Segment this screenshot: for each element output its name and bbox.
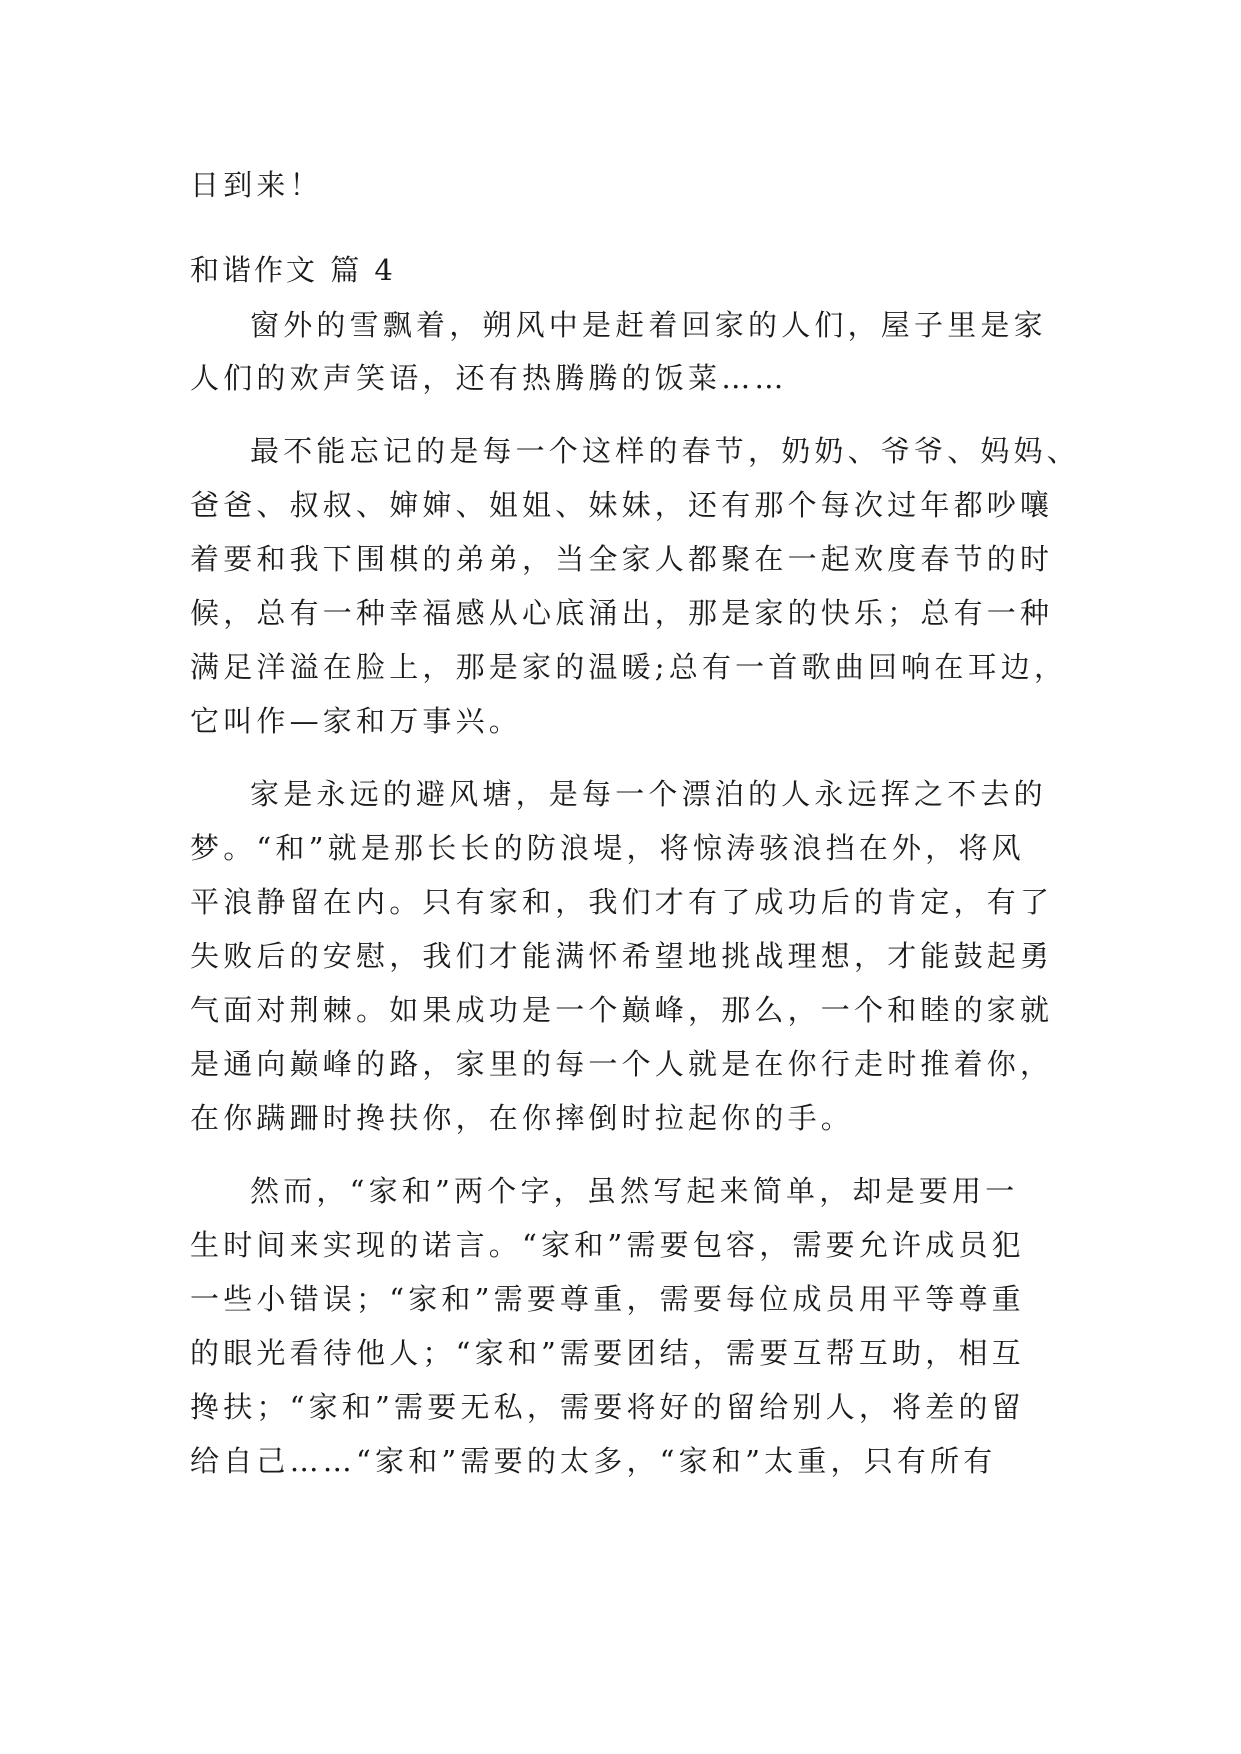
paragraph-line: 平浪静留在内。只有家和，我们才有了成功后的肯定，有了 [190,885,1054,919]
paragraph-line: 生时间来实现的诺言。“家和”需要包容，需要允许成员犯 [190,1228,1025,1262]
paragraph-line: 着要和我下围棋的弟弟，当全家人都聚在一起欢度春节的时 [190,542,1054,576]
paragraph-line: 满足洋溢在脸上，那是家的温暖;总有一首歌曲回响在耳边， [190,650,1068,684]
continuation-line: 日到来！ [190,168,323,202]
paragraph-line: 爸爸、叔叔、婶婶、姐姐、妹妹，还有那个每次过年都吵嚷 [190,488,1054,522]
paragraph-line: 是通向巅峰的路，家里的每一个人就是在你行走时推着你， [190,1047,1054,1081]
paragraph-line: 窗外的雪飘着，朔风中是赶着回家的人们，屋子里是家 [250,308,1047,342]
paragraph-line: 失败后的安慰，我们才能满怀希望地挑战理想，才能鼓起勇 [190,939,1054,973]
paragraph-line: 一些小错误；“家和”需要尊重，需要每位成员用平等尊重 [190,1282,1025,1316]
paragraph-line: 的眼光看待他人；“家和”需要团结，需要互帮互助，相互 [190,1336,1025,1370]
paragraph-line: 气面对荆棘。如果成功是一个巅峰，那么，一个和睦的家就 [190,993,1054,1027]
paragraph-line: 候，总有一种幸福感从心底涌出，那是家的快乐；总有一种 [190,596,1054,630]
paragraph-line: 在你蹒跚时搀扶你，在你摔倒时拉起你的手。 [190,1101,855,1135]
paragraph-line: 它叫作—家和万事兴。 [190,704,523,738]
paragraph-line: 搀扶；“家和”需要无私，需要将好的留给别人，将差的留 [190,1390,1025,1424]
paragraph-line: 梦。“和”就是那长长的防浪堤，将惊涛骇浪挡在外，将风 [190,831,1025,865]
paragraph-line: 最不能忘记的是每一个这样的春节，奶奶、爷爷、妈妈、 [250,434,1081,468]
paragraph-line: 人们的欢声笑语，还有热腾腾的饭菜…… [190,361,788,395]
paragraph-line: 然而，“家和”两个字，虽然写起来简单，却是要用一 [250,1174,1019,1208]
essay-heading: 和谐作文 篇 4 [190,253,396,287]
paragraph-line: 给自己……“家和”需要的太多，“家和”太重，只有所有 [190,1444,997,1478]
paragraph-line: 家是永远的避风塘，是每一个漂泊的人永远挥之不去的 [250,777,1047,811]
